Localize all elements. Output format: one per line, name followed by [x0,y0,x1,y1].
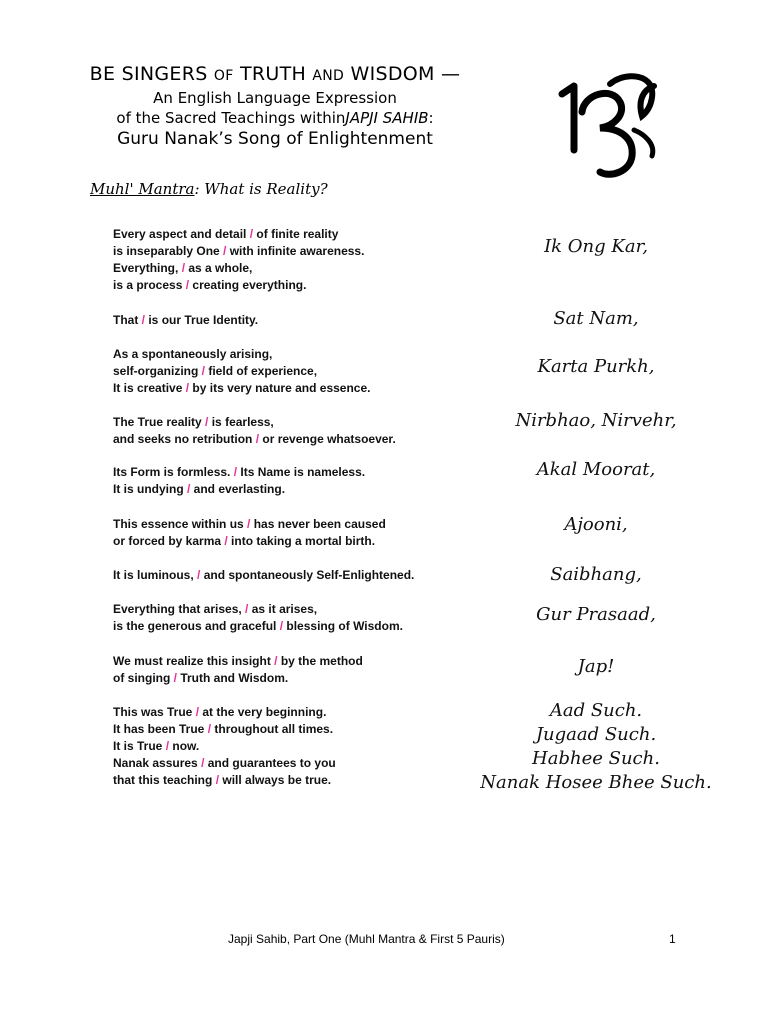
gurmukhi-phrase: Saibhang, [550,564,642,585]
line-text: is inseparably One [113,244,224,258]
subtitle-line-2 [60,108,490,128]
book-name: JAPJI SAHIB [345,109,429,127]
phrase-separator: / [181,261,186,275]
title-part: BE SINGERS [89,63,208,85]
line-text: Nanak assures [113,756,202,770]
stanza [113,312,258,329]
subtitle-line-3: Guru Nanak’s Song of Enlightenment [117,129,433,149]
gurmukhi-closing-line: Habhee Such. [532,748,660,769]
stanza-line [113,414,396,431]
section-heading [90,180,328,198]
phrase-separator: / [197,568,201,582]
subtitle-part: of the Sacred Teachings within [116,109,346,127]
line-text: and spontaneously Self-Enlightened. [200,568,415,582]
phrase-separator: / [215,773,220,787]
stanza-line [113,755,336,772]
gurmukhi-closing-line: Nanak Hosee Bhee Such. [480,772,712,793]
subtitle-line-1: An English Language Expression [153,89,397,107]
line-text: and seeks no retribution [113,432,256,446]
phrase-separator: / [185,381,190,395]
title-part: TRUTH [239,63,307,85]
stanza [113,464,365,498]
title-part: WISDOM — [350,63,461,85]
phrase-separator: / [205,415,209,429]
line-text: It is luminous, [113,568,198,582]
line-text: of finite reality [253,227,339,241]
stanza-line [113,431,396,448]
gurmukhi-phrase: Akal Moorat, [536,459,656,480]
line-text: We must realize this insight [113,654,275,668]
gurmukhi-phrase: Gur Prasaad, [536,604,656,625]
line-text: is a process [113,278,186,292]
line-text: with infinite awareness. [226,244,365,258]
line-text: blessing of Wisdom. [283,619,403,633]
page-title [60,62,490,88]
line-text: It is True [113,739,166,753]
stanza-line [113,533,386,550]
stanza [113,704,336,789]
line-text: or revenge whatsoever. [259,432,396,446]
line-text: This essence within us [113,517,248,531]
phrase-separator: / [255,432,260,446]
gurmukhi-phrase: Ajooni, [564,514,628,535]
footer-title: Japji Sahib, Part One (Muhl Mantra & First 5 Pauris) [228,932,505,946]
line-text: Everything that arises, [113,602,246,616]
section-heading-question: : What is Reality? [194,180,328,198]
stanza [113,601,403,635]
ik-onkar-icon [548,72,666,182]
section-heading-name: Muhl' Mantra [90,180,195,198]
stanza-line [113,346,370,363]
stanza [113,516,386,550]
line-text: The True reality [113,415,206,429]
page-number: 1 [669,932,676,946]
title-part: OF [213,68,234,84]
stanza-line [113,481,365,498]
phrase-separator: / [249,227,254,241]
stanza-line [113,312,258,329]
phrase-separator: / [279,619,284,633]
gurmukhi-closing-line: Aad Such. [549,700,643,721]
phrase-separator: / [274,654,278,668]
phrase-separator: / [224,534,228,548]
phrase-separator: / [245,602,249,616]
line-text: As a spontaneously arising, [113,347,273,361]
stanza [113,653,363,687]
title-block [60,62,490,150]
stanza-line [113,226,364,243]
line-text: This was True [113,705,196,719]
line-text: will always be true. [219,773,332,787]
stanza-line [113,260,364,277]
line-text: That [113,313,142,327]
stanza-line [113,277,364,294]
line-text: It is undying [113,482,187,496]
phrase-separator: / [195,705,200,719]
phrase-separator: / [233,465,238,479]
gurmukhi-closing-line: Jugaad Such. [535,724,657,745]
stanza-line [113,772,336,789]
stanza [113,567,414,584]
stanza-line [113,704,336,721]
subtitle-part: : [428,109,434,127]
stanza-line [113,670,363,687]
phrase-separator: / [187,482,191,496]
gurmukhi-phrase: Karta Purkh, [537,356,655,377]
line-text: of singing [113,671,174,685]
gurmukhi-phrase: Ik Ong Kar, [544,236,648,257]
phrase-separator: / [201,364,206,378]
stanza-line [113,618,403,635]
stanza-line [113,516,386,533]
stanza-line [113,738,336,755]
stanza-line [113,363,370,380]
line-text: as a whole, [185,261,253,275]
line-text: is our True Identity. [145,313,259,327]
line-text: Truth and Wisdom. [177,671,289,685]
line-text: throughout all times. [211,722,334,736]
stanza [113,346,370,397]
line-text: and everlasting. [190,482,286,496]
line-text: and guarantees to you [204,756,336,770]
line-text: It is creative [113,381,186,395]
gurmukhi-phrase: Jap! [577,656,615,677]
stanza-line [113,243,364,260]
line-text: has never been caused [250,517,386,531]
stanza-line [113,380,370,397]
stanza-line [113,721,336,738]
stanza [113,414,396,448]
line-text: Its Name is nameless. [237,465,366,479]
gurmukhi-closing [465,699,727,795]
phrase-separator: / [141,313,146,327]
line-text: It has been True [113,722,208,736]
stanza-line [113,653,363,670]
phrase-separator: / [201,756,205,770]
phrase-separator: / [247,517,251,531]
line-text: that this teaching [113,773,216,787]
stanza-line [113,601,403,618]
phrase-separator: / [173,671,177,685]
phrase-separator: / [223,244,227,258]
gurmukhi-phrase: Sat Nam, [553,308,639,329]
phrase-separator: / [185,278,190,292]
stanza-line [113,567,414,584]
line-text: at the very beginning. [199,705,327,719]
stanza-line [113,464,365,481]
gurmukhi-phrase: Nirbhao, Nirvehr, [515,410,677,431]
line-text: by its very nature and essence. [189,381,371,395]
line-text: is the generous and graceful [113,619,280,633]
line-text: Everything, [113,261,182,275]
line-text: is fearless, [208,415,274,429]
phrase-separator: / [165,739,170,753]
line-text: or forced by karma [113,534,225,548]
line-text: creating everything. [189,278,307,292]
title-part: AND [312,68,345,84]
line-text: field of experience, [205,364,318,378]
line-text: Its Form is formless. [113,465,234,479]
line-text: into taking a mortal birth. [227,534,376,548]
line-text: by the method [277,654,363,668]
line-text: self-organizing [113,364,202,378]
phrase-separator: / [207,722,212,736]
line-text: now. [169,739,200,753]
stanza [113,226,364,294]
line-text: as it arises, [248,602,318,616]
line-text: Every aspect and detail [113,227,250,241]
